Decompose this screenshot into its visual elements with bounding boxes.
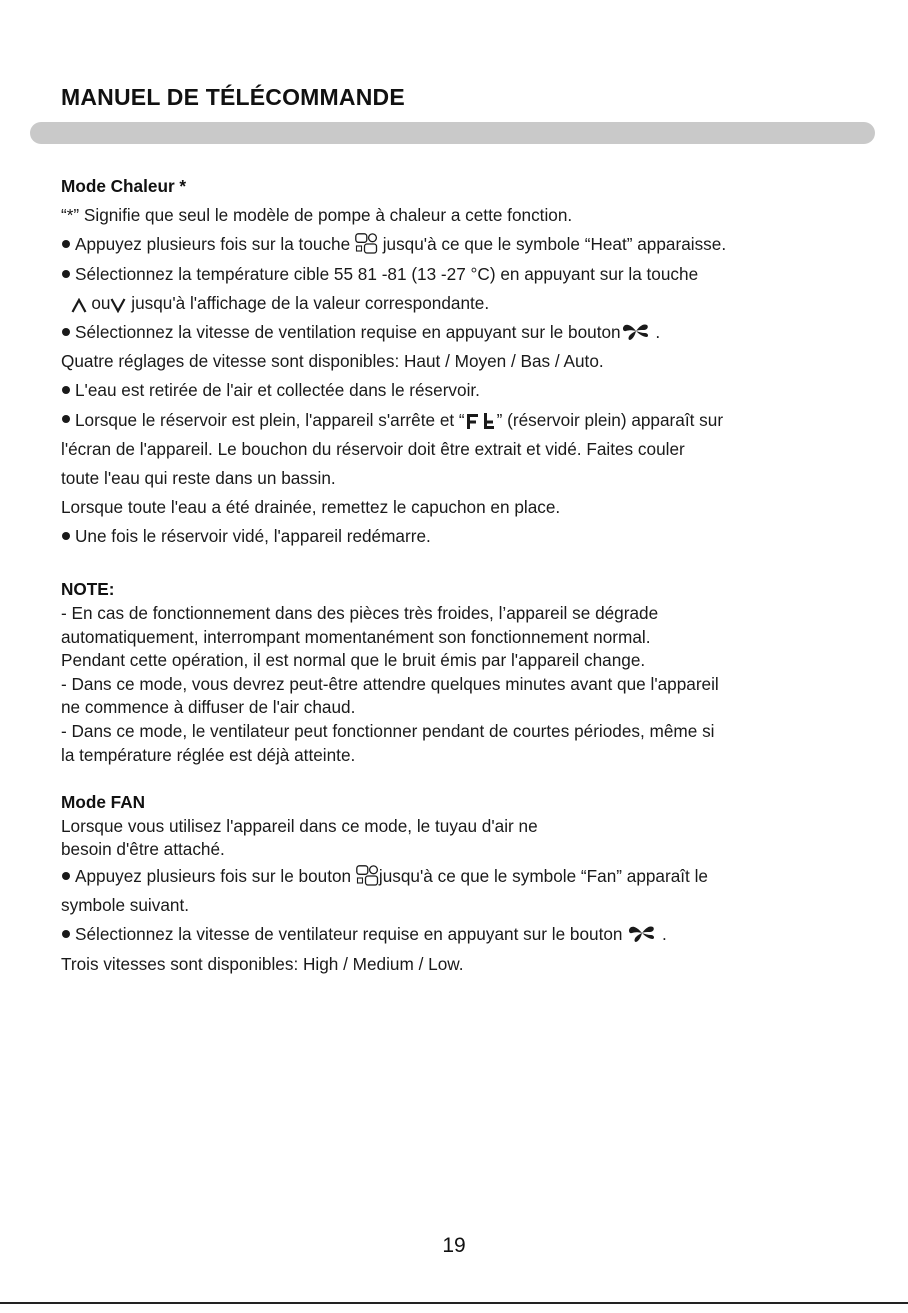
fan-mode-text-line: besoin d'être attaché. <box>61 839 225 860</box>
page-number: 19 <box>442 1234 466 1257</box>
title-underline-bar <box>30 122 875 144</box>
heat-mode-text-line: ou jusqu'à l'affichage de la valeur correspondante. <box>61 289 891 318</box>
page-content <box>61 172 891 979</box>
heat-mode-text-line: “*” Signifie que seul le modèle de pompe à chaleur a cette fonction. <box>61 205 573 226</box>
heat-mode-bullet-line: Lorsque le réservoir est plein, l'appareil s'arrête et “ ” (réservoir plein) apparaît sur <box>61 406 891 435</box>
fan-icon <box>627 922 657 944</box>
bottom-rule <box>0 1302 908 1304</box>
heat-mode-text-line: Lorsque toute l'eau a été drainée, remettez le capuchon en place. <box>61 497 561 518</box>
note-text-line: ne commence à diffuser de l'air chaud. <box>61 697 356 718</box>
fan-mode-section-body <box>61 862 891 979</box>
heat-mode-bullet-line: L'eau est retirée de l'air et collectée dans le réservoir. <box>61 376 891 405</box>
fan-mode-text-line: symbole suivant. <box>61 895 190 916</box>
heat-mode-bullet-line: Une fois le réservoir vidé, l'appareil redémarre. <box>61 522 891 551</box>
note-text-line: la température réglée est déjà atteinte. <box>61 744 356 765</box>
bullet-dot <box>62 270 70 278</box>
note-text-line: - Dans ce mode, le ventilateur peut fonctionner pendant de courtes périodes, même si <box>61 721 715 741</box>
bullet-dot <box>62 240 70 248</box>
bullet-dot <box>62 386 70 394</box>
note-heading: NOTE: <box>61 579 115 600</box>
down-arrow-icon <box>110 298 126 313</box>
fan-mode-bullet-line: Appuyez plusieurs fois sur le bouton jusqu'à ce que le symbole “Fan” apparaît le <box>61 862 891 891</box>
note-text-line: - En cas de fonctionnement dans des pièces très froides, l’appareil se dégrade <box>61 603 659 624</box>
heat-mode-bullet-line: Sélectionnez la vitesse de ventilation requise en appuyant sur le bouton . <box>61 318 891 347</box>
note-section <box>61 578 891 767</box>
mode-button-icon <box>355 233 378 254</box>
bullet-dot <box>62 872 70 880</box>
fan-mode-section <box>61 791 891 862</box>
heat-mode-text-line: l'écran de l'appareil. Le bouchon du réservoir doit être extrait et vidé. Faites couler <box>61 438 685 459</box>
heat-mode-text-line: Quatre réglages de vitesse sont disponibles: Haut / Moyen / Bas / Auto. <box>61 351 604 372</box>
bullet-dot <box>62 328 70 336</box>
note-text-line: - Dans ce mode, vous devrez peut-être attendre quelques minutes avant que l'appareil <box>61 673 719 694</box>
section-spacer <box>61 767 891 791</box>
heat-mode-heading: Mode Chaleur * <box>61 176 187 196</box>
up-arrow-icon <box>71 298 87 313</box>
note-text-line: Pendant cette opération, il est normal que le bruit émis par l'appareil change. <box>61 650 646 671</box>
mode-button-icon <box>356 865 379 886</box>
heat-mode-section <box>61 172 891 551</box>
heat-mode-text-line: toute l'eau qui reste dans un bassin. <box>61 467 336 488</box>
bullet-dot <box>62 415 70 423</box>
fan-icon <box>621 320 651 342</box>
bullet-dot <box>62 532 70 540</box>
fan-mode-bullet-line: Sélectionnez la vitesse de ventilateur requise en appuyant sur le bouton . <box>61 920 891 949</box>
fan-mode-text-line: Trois vitesses sont disponibles: High / Medium / Low. <box>61 953 464 974</box>
section-spacer <box>61 551 891 578</box>
heat-mode-bullet-line: Appuyez plusieurs fois sur la touche jusqu'à ce que le symbole “Heat” apparaisse. <box>61 230 891 259</box>
page-title: MANUEL DE TÉLÉCOMMANDE <box>61 84 405 110</box>
heat-mode-bullet-line: Sélectionnez la température cible 55 81 -81 (13 -27 °C) en appuyant sur la touche <box>61 260 891 289</box>
fan-mode-heading: Mode FAN <box>61 792 146 813</box>
note-text-line: automatiquement, interrompant momentanément son fonctionnement normal. <box>61 626 651 647</box>
fan-mode-text-line: Lorsque vous utilisez l'appareil dans ce mode, le tuyau d'air ne <box>61 815 538 836</box>
bullet-dot <box>62 930 70 938</box>
